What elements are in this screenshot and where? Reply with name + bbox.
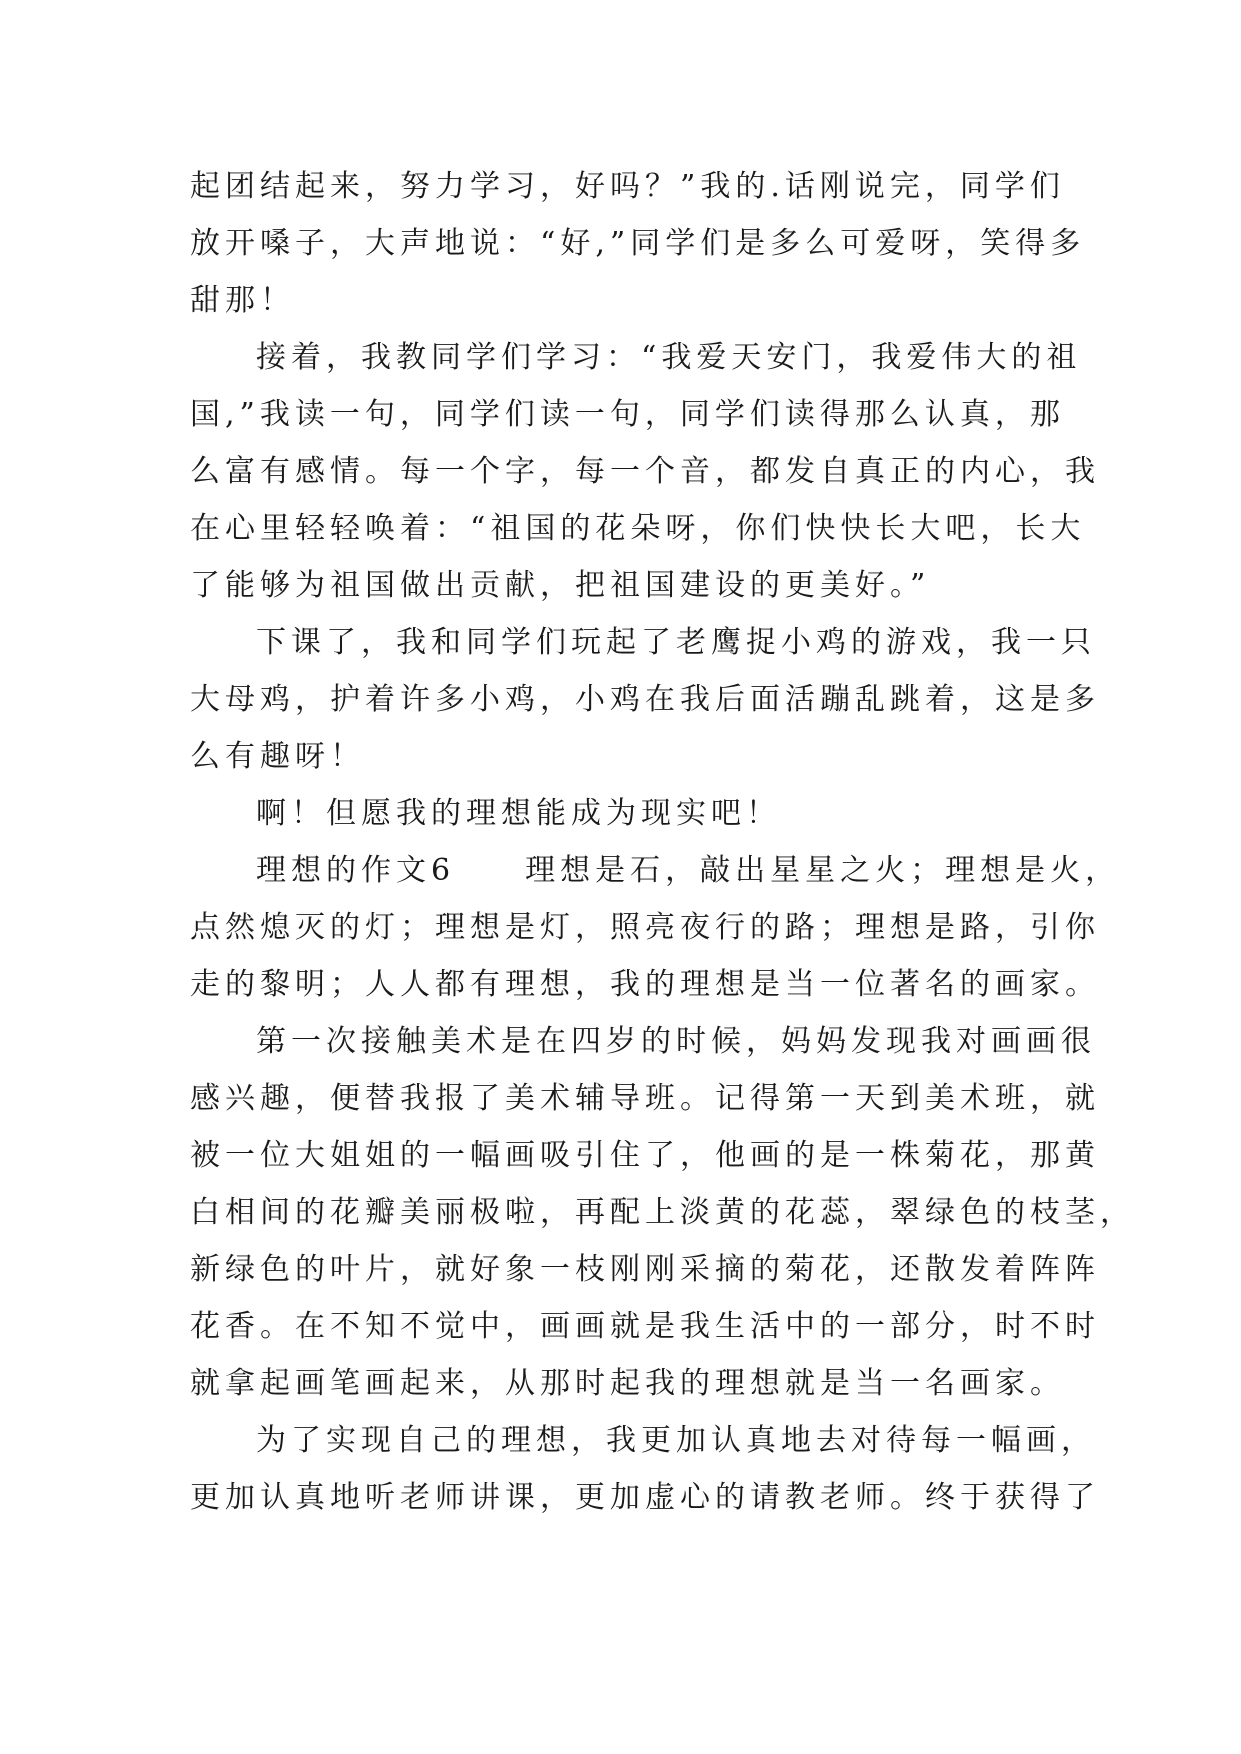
text-line: 么有趣呀！ [190, 739, 365, 774]
text-line: 花香。在不知不觉中，画画就是我生活中的一部分，时不时 [190, 1309, 1100, 1344]
paragraph-first-line: 啊！但愿我的理想能成为现实吧！ [256, 796, 781, 831]
essay-text [190, 158, 1135, 1526]
text-line: 感兴趣，便替我报了美术辅导班。记得第一天到美术班，就 [190, 1081, 1100, 1116]
text-line: 白相间的花瓣美丽极啦，再配上淡黄的花蕊，翠绿色的枝茎， [190, 1195, 1135, 1230]
paragraph-first-line: 接着，我教同学们学习：“我爱天安门，我爱伟大的祖 [256, 340, 1082, 375]
text-line: 起团结起来，努力学习，好吗？”我的.话刚说完，同学们 [190, 169, 1065, 204]
text-line: 点然熄灭的灯；理想是灯，照亮夜行的路；理想是路，引你 [190, 910, 1100, 945]
text-line: 了能够为祖国做出贡献，把祖国建设的更美好。” [190, 568, 931, 603]
text-line: 在心里轻轻唤着：“祖国的花朵呀，你们快快长大吧，长大 [190, 511, 1086, 546]
text-line: 被一位大姐姐的一幅画吸引住了，他画的是一株菊花，那黄 [190, 1138, 1100, 1173]
text-line: 放开嗓子，大声地说：“好,”同学们是多么可爱呀，笑得多 [190, 226, 1086, 261]
text-line: 大母鸡，护着许多小鸡，小鸡在我后面活蹦乱跳着，这是多 [190, 682, 1100, 717]
paragraph-first-line: 为了实现自己的理想，我更加认真地去对待每一幅画， [256, 1423, 1096, 1458]
text-line: 新绿色的叶片，就好象一枝刚刚采摘的菊花，还散发着阵阵 [190, 1252, 1100, 1287]
text-line: 么富有感情。每一个字，每一个音，都发自真正的内心，我 [190, 454, 1100, 489]
paragraph-first-line: 下课了，我和同学们玩起了老鹰捉小鸡的游戏，我一只 [256, 625, 1096, 660]
text-line: 国,”我读一句，同学们读一句，同学们读得那么认真，那 [190, 397, 1065, 432]
essay-heading-line: 理想的作文6 理想是石，敲出星星之火；理想是火， [256, 853, 1121, 888]
text-line: 甜那！ [190, 283, 295, 318]
text-line: 就拿起画笔画起来，从那时起我的理想就是当一名画家。 [190, 1366, 1065, 1401]
text-line: 更加认真地听老师讲课，更加虚心的请教老师。终于获得了 [190, 1480, 1100, 1515]
text-line: 走的黎明；人人都有理想，我的理想是当一位著名的画家。 [190, 967, 1100, 1002]
paragraph-first-line: 第一次接触美术是在四岁的时候，妈妈发现我对画画很 [256, 1024, 1096, 1059]
